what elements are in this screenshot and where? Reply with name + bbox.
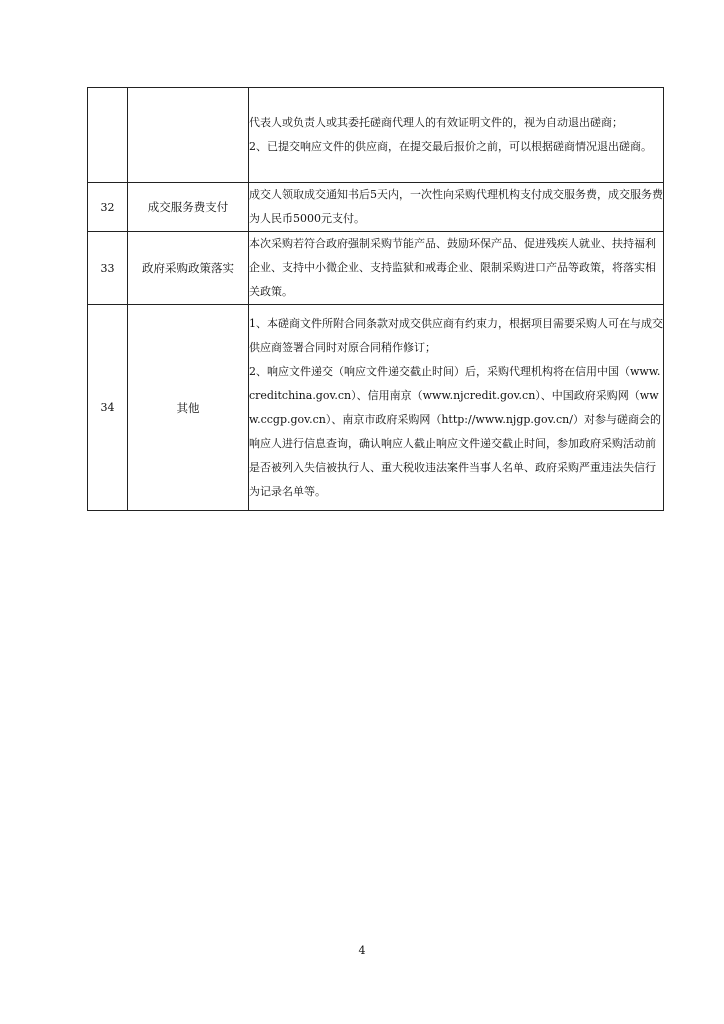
content-line: 2、响应文件递交（响应文件递交截止时间）后，采购代理机构将在信用中国（www.creditchina.gov.cn）、信用南京（www.njcredit.gov.cn）、中国政府采购网（www.ccgp.gov.cn）、南京市政府采购网（http://www.njgp.gov.cn/）对参与磋商会的响应人进行信息查询，确认响应人截止响应文件递交截止时间，参加政府采购活动前是否被列入失信被执行人、重大税收违法案件当事人名单、政府采购严重违法失信行为记录名单等。 <box>249 364 661 498</box>
policy-table <box>87 87 664 511</box>
content-line: 代表人或负责人或其委托磋商代理人的有效证明文件的，视为自动退出磋商； <box>249 116 623 129</box>
table-row <box>88 232 664 305</box>
content-line: 2、已提交响应文件的供应商，在提交最后报价之前，可以根据磋商情况退出磋商。 <box>249 140 652 153</box>
row-title <box>128 88 249 183</box>
row-number: 32 <box>88 183 128 232</box>
row-title: 政府采购政策落实 <box>128 232 249 305</box>
content-line: 1、本磋商文件所附合同条款对成交供应商有约束力，根据项目需要采购人可在与成交供应商签署合同时对原合同稍作修订； <box>249 316 663 354</box>
row-title: 其他 <box>128 305 249 511</box>
table-row <box>88 88 664 183</box>
table-row <box>88 183 664 232</box>
row-content <box>249 305 664 511</box>
row-content <box>249 183 664 232</box>
row-number: 34 <box>88 305 128 511</box>
row-content <box>249 88 664 183</box>
row-number: 33 <box>88 232 128 305</box>
content-line: 本次采购若符合政府强制采购节能产品、鼓励环保产品、促进残疾人就业、扶持福利企业、支持中小微企业、支持监狱和戒毒企业、限制采购进口产品等政策，将落实相关政策。 <box>249 237 656 298</box>
row-content <box>249 232 664 305</box>
row-title: 成交服务费支付 <box>128 183 249 232</box>
row-number <box>88 88 128 183</box>
content-line: 成交人领取成交通知书后5天内，一次性向采购代理机构支付成交服务费，成交服务费为人民币5000元支付。 <box>249 188 663 225</box>
table-row <box>88 305 664 511</box>
page-number: 4 <box>358 944 366 957</box>
